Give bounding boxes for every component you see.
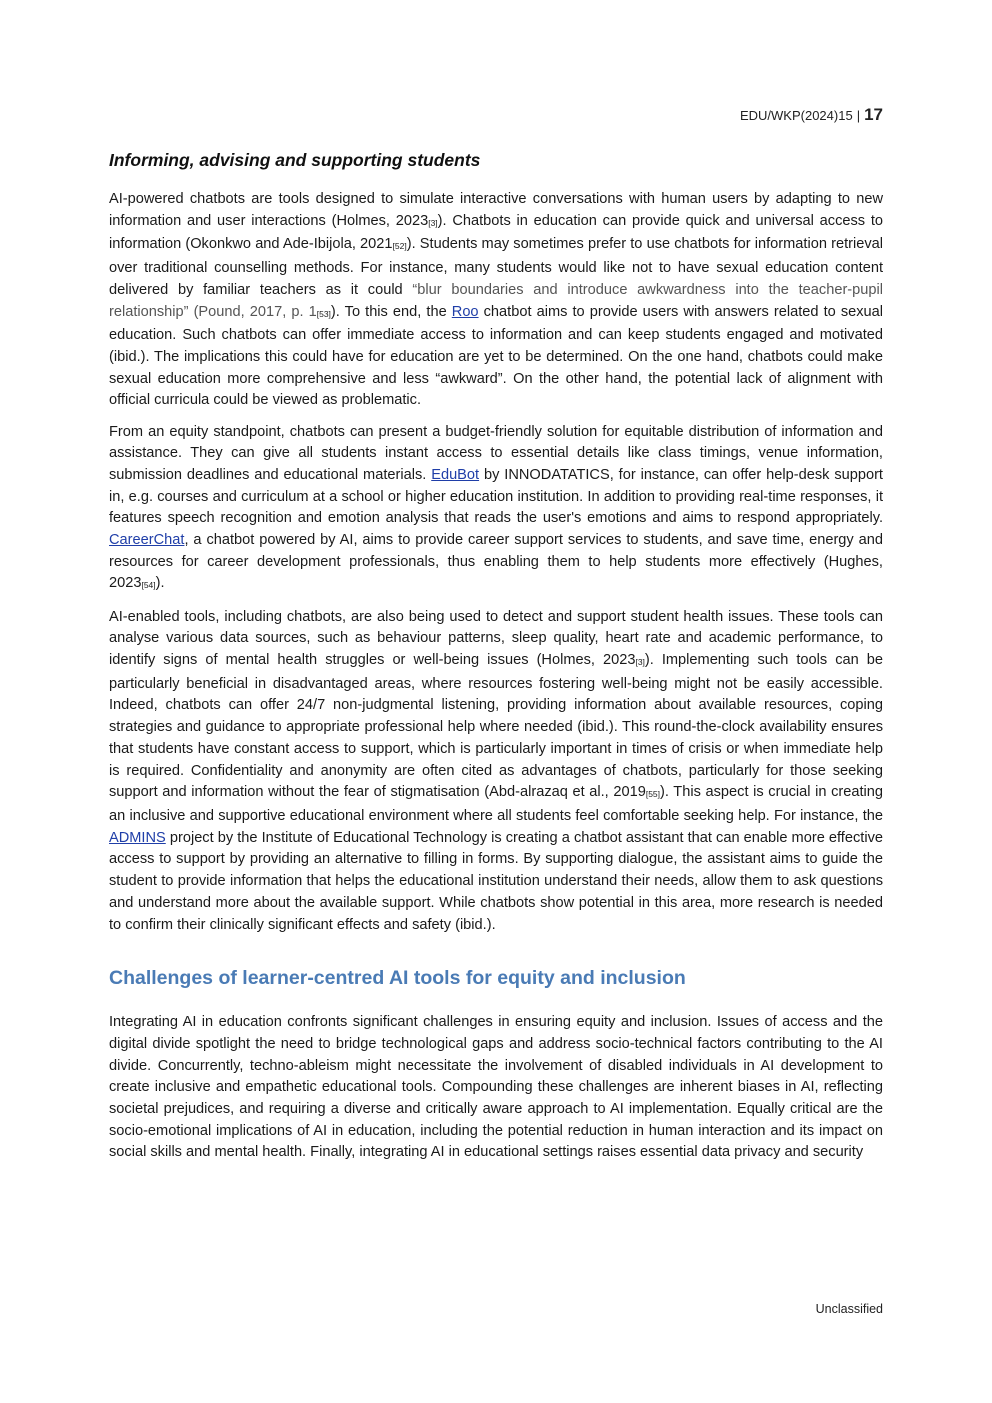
edubot-link[interactable]: EduBot [431,466,480,483]
classification-footer: Unclassified [815,1302,883,1316]
text: ). Students may sometimes prefer to use chatbots for information retrieval over traditional counselling methods. For instance, many students would like not to have sexual education content delivered by familiar teachers as it could [109,236,884,298]
reference-marker: [3] [635,657,645,668]
reference-marker: [55] [645,789,661,800]
section-heading: Challenges of learner-centred AI tools for equity and inclusion [109,967,686,990]
text: , a chatbot powered by AI, aims to provide career support services to students, and save time, energy and resources for career development professionals, thus enabling them to help students more effectively (Hughes, 2023 [109,532,883,592]
text: AI-powered chatbots are tools designed to simulate interactive conversations with human users by adapting to new information and user interactions (Holmes, 2023 [109,191,883,229]
careerchat-link[interactable]: CareerChat [109,532,185,549]
reference-marker: [52] [392,241,407,252]
reference-marker: [53] [316,308,331,319]
text: ). Implementing such tools can be particularly beneficial in disadvantaged areas, where resources fostering well-being might not be easily accessible. Indeed, chatbots can offer 24/7 non-judgmental listening, providing information about available resources, coping strategies and guidance to appropriate professional help where needed (ibid.). This round-the-clock availability ensures that students have constant access to support, which is particularly important in times of crisis or when immediate help is required. Confidentiality and anonymity are often cited as advantages of chatbots, particularly for those seeking support and information without the fear of stigmatisation (Abd-alrazaq et al., 2019 [109,652,883,801]
admins-link[interactable]: ADMINS [109,829,166,846]
page-content [109,150,883,1174]
text: ). [155,575,165,592]
text: ). This aspect is crucial in creating an inclusive and supportive educational environment where all students feel comfortable seeking help. For instance, the [109,784,883,824]
text: From an equity standpoint, chatbots can present a budget-friendly solution for equitable distribution of information and assistance. They can give all students instant access to essential details like class timings, venue information, submission deadlines and educational materials. [109,423,883,483]
reference-marker: [3] [428,217,438,228]
header-separator: | [856,108,861,123]
text: AI-enabled tools, including chatbots, are also being used to detect and support student health issues. These tools can analyse various data sources, such as behaviour patterns, sleep quality, heart rate and academic performance, to identify signs of mental health struggles or well-being issues (Holmes, 2023 [109,608,883,669]
roo-link[interactable]: Roo [451,303,479,320]
paragraph-chatbots-intro [109,189,883,412]
paragraph-health-support [109,607,883,937]
paragraph-equity-standpoint [109,422,883,598]
page-header [740,105,883,125]
quotation: “blur boundaries and introduce awkwardness into the teacher-pupil relationship” (Pound, 2017, p. 1 [109,281,883,320]
page-number: 17 [864,105,883,124]
reference-marker: [54] [141,580,156,591]
text: by INNODATATICS, for instance, can offer help-desk support in, e.g. courses and curriculum at a school or higher education institution. In addition to providing real-time responses, it features speech recognition and emotion analysis that reads the user's emotions and aims to respond appropriately. [109,466,883,527]
subheading: Informing, advising and supporting students [109,150,481,170]
doc-reference: EDU/WKP(2024)15 [739,108,853,123]
text: ). To this end, the [330,303,452,320]
paragraph-challenges: Integrating AI in education confronts significant challenges in ensuring equity and inclusion. Issues of access and the digital divide spotlight the need to bridge technological gaps and address socio-technical factors contributing to the AI divide. Concurrently, techno-ableism might necessitate the involvement of disabled individuals in AI development to create inclusive and empathetic educational tools. Compounding these challenges are inherent biases in AI, reflecting societal prejudices, and requiring a diverse and critically aware approach to AI implementation. Equally critical are the socio-emotional implications of AI in education, including the potential reduction in human interaction and its impact on social skills and mental health. Finally, integrating AI in educational settings raises essential data privacy and security [109,1014,883,1161]
text: ). Chatbots in education can provide quick and universal access to information (Okonkwo and Ade-Ibijola, 2021 [109,212,884,253]
text: project by the Institute of Educational Technology is creating a chatbot assistant that can enable more effective access to support by providing an alternative to filling in forms. By supporting dialogue, the assistant aims to guide the student to provide information that helps the educational institution understand their needs, allow them to ask questions and understand more about the available support. While chatbots show potential in this area, more research is needed to confirm their clinically significant effects and safety (ibid.). [109,829,883,933]
text: chatbot aims to provide users with answers related to sexual education. Such chatbots can offer immediate access to information and can keep students engaged and motivated (ibid.). The implications this could have for education are yet to be determined. On the one hand, chatbots could make sexual education more comprehensive and less “awkward”. On the other hand, the potential lack of alignment with official curricula could be viewed as problematic. [109,303,883,409]
